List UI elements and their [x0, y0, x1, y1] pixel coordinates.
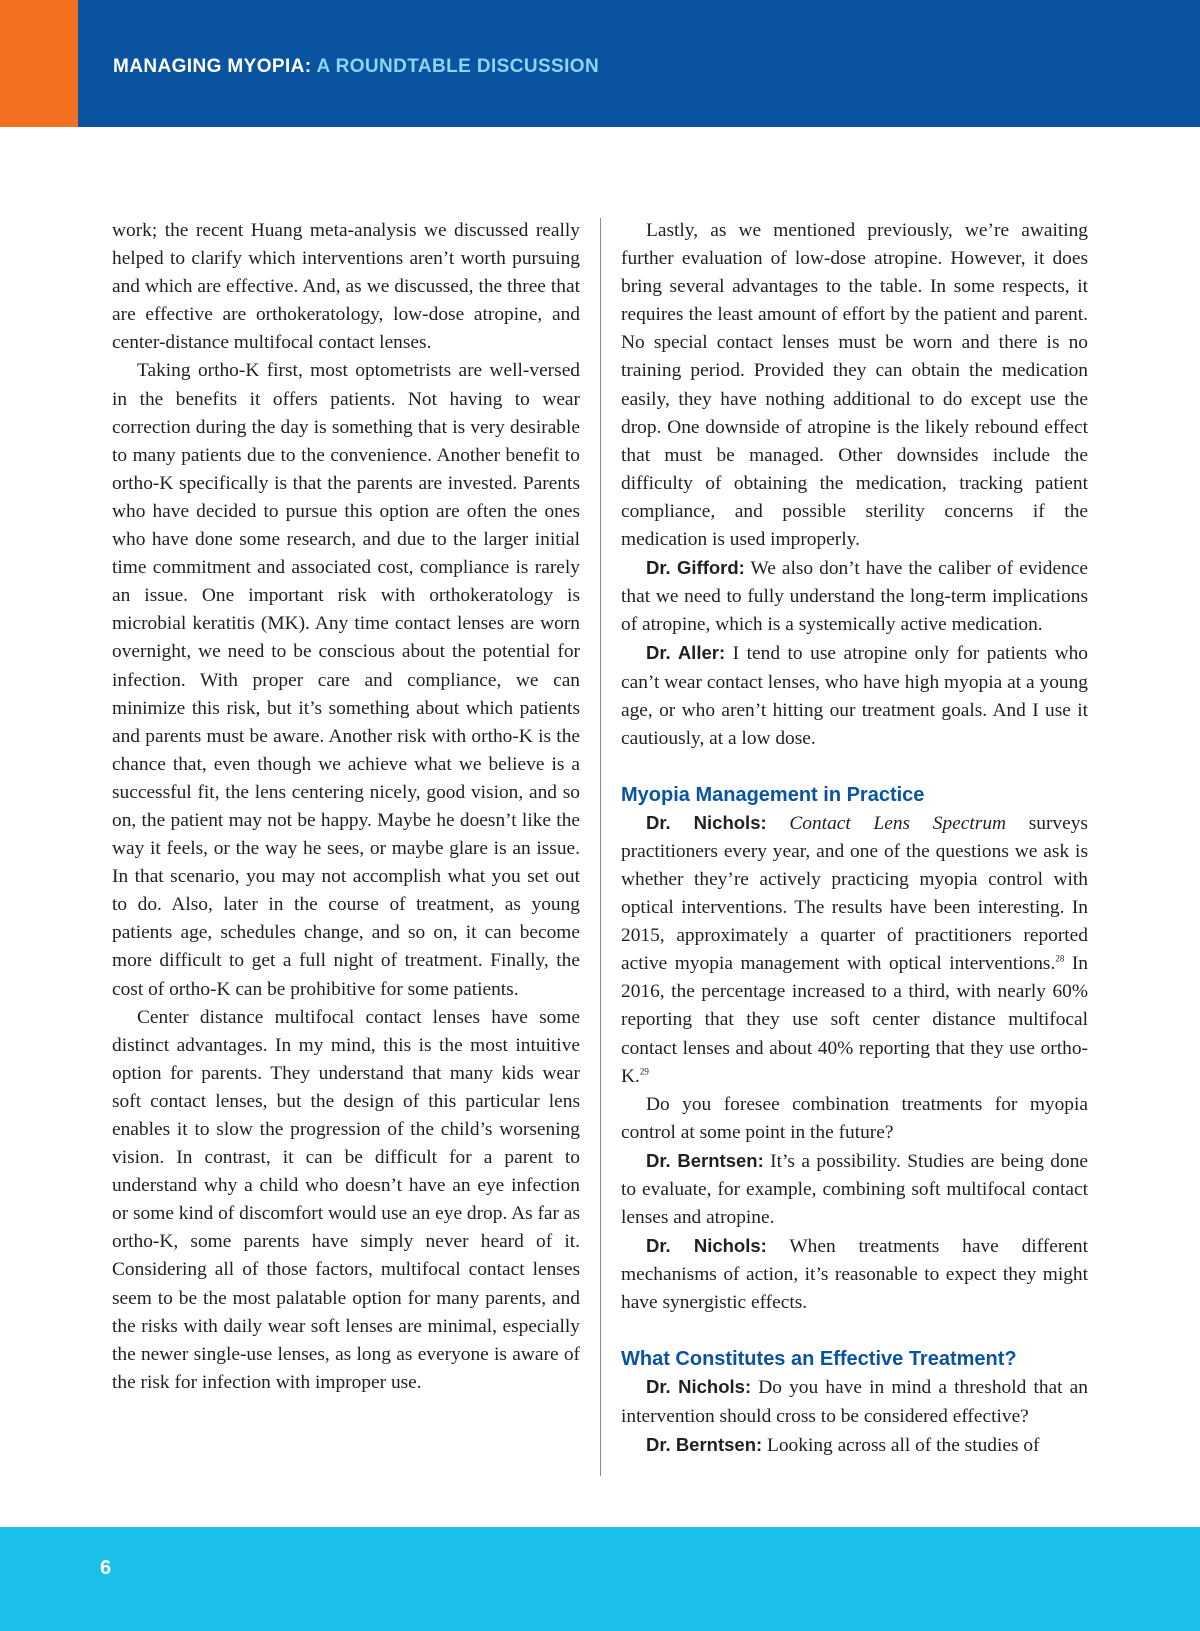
header-title-sub: A ROUNDTABLE DISCUSSION	[316, 56, 600, 77]
left-paragraph-3: Center distance multifocal contact lenses have some distinct advantages. In my mind, this is the most intuitive option for parents. They understand that many kids wear soft contact lenses, but the design of this particular lens enables it to slow the progression of the child’s worsening vision. In contrast, it can be difficult for a parent to understand why a child who doesn’t have an eye infection or some kind of discomfort would use an eye drop. As far as ortho-K, some parents have simply never heard of it. Considering all of those factors, multifocal contact lenses seem to be the most palatable option for many parents, and the risks with daily wear soft lenses are minimal, especially the newer single-use lenses, as long as everyone is aware of the risk for infection with improper use.	[112, 1006, 580, 1393]
question-paragraph: Do you foresee combination treatments for myopia control at some point in the future?	[621, 1093, 1088, 1143]
nichols-survey-paragraph	[621, 809, 1088, 1091]
running-header	[113, 56, 599, 78]
aller-paragraph	[621, 639, 1088, 752]
reference-superscript: 28	[1055, 953, 1065, 964]
speaker-name: Dr. Nichols:	[646, 1235, 767, 1257]
speaker-name: Dr. Nichols:	[646, 811, 767, 833]
speaker-name: Dr. Nichols:	[646, 1376, 752, 1398]
left-paragraph-2: Taking ortho-K first, most optometrists are well-versed in the benefits it offers patients. Not having to wear correction during the day is something that is very desirable to many patients due to the convenience. Another benefit to ortho-K specifically is that the parents are invested. Parents who have decided to pursue this option are often the ones who have done some research, and due to the larger initial time commitment and associated cost, compliance is rarely an issue. One important risk with orthokeratology is microbial keratitis (MK). Any time contact lenses are worn overnight, we need to be conscious about the potential for infection. With proper care and compliance, we can minimize this risk, but it’s something about which patients and parents must be aware. Another risk with ortho-K is the chance that, even though we achieve what we believe is a successful fit, the lens centering nicely, good vision, and so on, the patient may not be happy. Maybe he doesn’t like the way it feels, or the way he sees, or maybe glare is an issue. In that scenario, you may not accomplish what you set out to do. Also, later in the course of treatment, as young patients age, schedules change, and so on, it can become more difficult to get a full night of treatment. Finally, the cost of ortho-K can be prohibitive for some patients.	[112, 360, 580, 1000]
berntsen-paragraph-1	[621, 1147, 1088, 1232]
berntsen-text-2: Looking across all of the studies of	[762, 1434, 1040, 1456]
reference-superscript: 29	[639, 1066, 649, 1077]
left-paragraph-1: work; the recent Huang meta-analysis we discussed really helped to clarify which interventions aren’t worth pursuing and which are effective. And, as we discussed, the three that are effective are orthokeratology, low-dose atropine, and center-distance multifocal contact lenses.	[112, 220, 580, 354]
speaker-name: Dr. Berntsen:	[646, 1433, 763, 1455]
gifford-paragraph	[621, 554, 1088, 639]
nichols-text-2: When treatments have different mechanisms of action, it’s reasonable to expect they might have synergistic effects.	[621, 1236, 1088, 1314]
right-paragraph-1: Lastly, as we mentioned previously, we’re awaiting further evaluation of low-dose atropine. However, it does bring several advantages to the table. In some respects, it requires the least amount of effort by the patient and parent. No special contact lenses must be worn and there is no training period. Provided they can obtain the medication easily, they have nothing additional to do except use the drop. One downside of atropine is the likely rebound effect that must be managed. Other downsides include the difficulty of obtaining the medication, tracking patient compliance, and possible sterility concerns if the medication is used improperly.	[621, 220, 1088, 551]
page-number: 6	[100, 1557, 112, 1579]
footer-bar	[0, 1527, 1200, 1631]
section-heading-effective-treatment: What Constitutes an Effective Treatment?	[621, 1348, 1017, 1371]
orange-accent-tab	[0, 0, 78, 127]
column-divider	[600, 218, 601, 1476]
nichols-text-3: Do you have in mind a threshold that an intervention should cross to be considered effective?	[621, 1377, 1088, 1427]
berntsen-text-1: It’s a possibility. Studies are being done to evaluate, for example, combining soft multifocal contact lenses and atropine.	[621, 1150, 1089, 1229]
left-column	[112, 217, 580, 1397]
nichols-survey-text-a: surveys practitioners every year, and one of the questions we ask is whether they’re actively practicing myopia control with optical interventions. The results have been interesting. In 2015, approximately a quarter of practitioners reported active myopia management with optical interventions.	[621, 812, 1088, 975]
speaker-name: Dr. Aller:	[646, 642, 726, 664]
nichols-paragraph-3	[621, 1373, 1088, 1430]
aller-text: I tend to use atropine only for patients who can’t wear contact lenses, who have high myopia at a young age, or who aren’t hitting our treatment goals. And I use it cautiously, at a low dose.	[621, 643, 1088, 749]
gifford-text: We also don’t have the caliber of evidence that we need to fully understand the long-term implications of atropine, which is a systemically active medication.	[621, 558, 1088, 636]
speaker-name: Dr. Berntsen:	[646, 1149, 764, 1171]
section-heading-practice: Myopia Management in Practice	[621, 783, 925, 806]
journal-title: Contact Lens Spectrum	[789, 812, 1007, 834]
nichols-survey-text-b: In 2016, the percentage increased to a third, with nearly 60% reporting that they use soft center distance multifocal contact lenses and about 40% reporting that they use ortho-K.	[621, 953, 1088, 1087]
right-column	[621, 217, 1088, 1460]
speaker-name: Dr. Gifford:	[646, 557, 745, 579]
header-title-main: MANAGING MYOPIA:	[113, 56, 312, 77]
berntsen-paragraph-2	[621, 1431, 1088, 1460]
nichols-paragraph-2	[621, 1232, 1088, 1317]
